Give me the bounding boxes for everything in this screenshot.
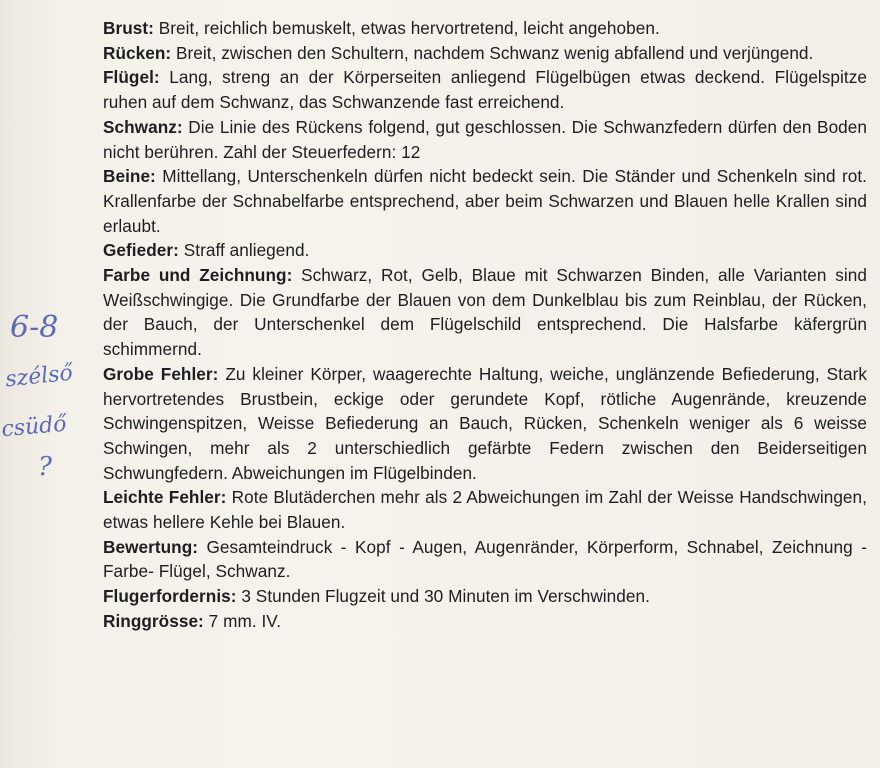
entry-label: Beine: bbox=[103, 166, 156, 187]
entry-text: 7 mm. IV. bbox=[203, 610, 282, 631]
entry-text: Breit, reichlich bemuskelt, etwas hervortretend, leicht angehoben. bbox=[153, 18, 660, 38]
entry-text: 3 Stunden Flugzeit und 30 Minuten im Verschwinden. bbox=[236, 586, 650, 607]
entry-text: Breit, zwischen den Schultern, nachdem Schwanz wenig abfallend und verjüngend. bbox=[171, 42, 814, 63]
entry-label: Leichte Fehler: bbox=[103, 487, 227, 508]
standard-description-text bbox=[103, 16, 867, 634]
entry-label: Schwanz: bbox=[103, 116, 183, 137]
handwritten-line-4: ? bbox=[38, 452, 52, 482]
handwritten-line-2: szélső bbox=[4, 360, 74, 393]
entry-farbe-und-zeichnung bbox=[103, 263, 867, 362]
entry-label: Ringgrösse: bbox=[103, 610, 204, 631]
entry-flugerfordernis bbox=[103, 584, 867, 609]
handwritten-line-1: 6-8 bbox=[10, 310, 59, 345]
entry-label: Flugerfordernis: bbox=[103, 586, 237, 607]
entry-label: Farbe und Zeichnung: bbox=[103, 265, 293, 286]
handwritten-margin-note bbox=[0, 305, 100, 495]
entry-text: Gesamteindruck - Kopf - Augen, Augenränder, Körperform, Schnabel, Zeichnung - Farbe- Flügel, Schwanz. bbox=[103, 536, 867, 582]
entry-label: Grobe Fehler: bbox=[103, 363, 219, 384]
entry-label: Bewertung: bbox=[103, 536, 199, 557]
entry-text: Zu kleiner Körper, waagerechte Haltung, weiche, unglänzende Befiederung, Stark hervortretendes Brustbein, eckige oder gerundete Kopf, rötliche Augenrände, kreuzende Schwingenspitzen, Weisse Befiederung an Bauch, Rücken, Schenkeln weniger als 6 weisse Schwingen, mehr als 2 unterschiedlich gefärbte Federn zwischen den Beiderseitigen Schwungfedern. Abweichungen im Flügelbinden. bbox=[103, 363, 868, 483]
entry-schwanz bbox=[103, 115, 867, 164]
entry-label: Brust: bbox=[103, 18, 154, 38]
entry-ringgroesse bbox=[103, 609, 867, 634]
entry-ruecken bbox=[103, 41, 867, 66]
entry-text: Mittellang, Unterschenkeln dürfen nicht bedeckt sein. Die Ständer und Schenkeln sind rot. Krallenfarbe der Schnabelfarbe entsprechend, aber beim Schwarzen und Blauen helle Krallen sind erlaubt. bbox=[103, 166, 867, 236]
entry-grobe-fehler bbox=[103, 362, 867, 486]
entry-label: Rücken: bbox=[103, 42, 172, 63]
handwriting-svg bbox=[0, 305, 100, 495]
entry-text: Straff anliegend. bbox=[178, 240, 310, 261]
entry-label: Gefieder: bbox=[103, 240, 179, 261]
entry-gefieder bbox=[103, 238, 867, 263]
entry-bewertung bbox=[103, 535, 867, 584]
entry-text: Schwarz, Rot, Gelb, Blaue mit Schwarzen Binden, alle Varianten sind Weißschwingige. Die Grundfarbe der Blauen von dem Dunkelblau bis zum Reinblau, der Rücken, der Bauch, der Unterschenkel dem Flügelschild entsprechend. Die Halsfarbe käfergrün schimmernd. bbox=[103, 265, 867, 360]
entry-beine bbox=[103, 164, 867, 238]
entry-text: Lang, streng an der Körperseiten anliegend Flügelbügen etwas deckend. Flügelspitze ruhen auf dem Schwanz, das Schwanzende fast erreichend. bbox=[103, 67, 867, 113]
entry-leichte-fehler bbox=[103, 485, 867, 534]
entry-label: Flügel: bbox=[103, 67, 160, 88]
entry-text: Die Linie des Rückens folgend, gut geschlossen. Die Schwanzfedern dürfen den Boden nicht berühren. Zahl der Steuerfedern: 12 bbox=[103, 116, 867, 162]
entry-text: Rote Blutäderchen mehr als 2 Abweichungen im Zahl der Weisse Handschwingen, etwas hellere Kehle bei Blauen. bbox=[103, 487, 867, 533]
handwritten-line-3: csüdő bbox=[0, 411, 68, 443]
entry-brust bbox=[103, 16, 867, 41]
entry-fluegel bbox=[103, 65, 867, 114]
